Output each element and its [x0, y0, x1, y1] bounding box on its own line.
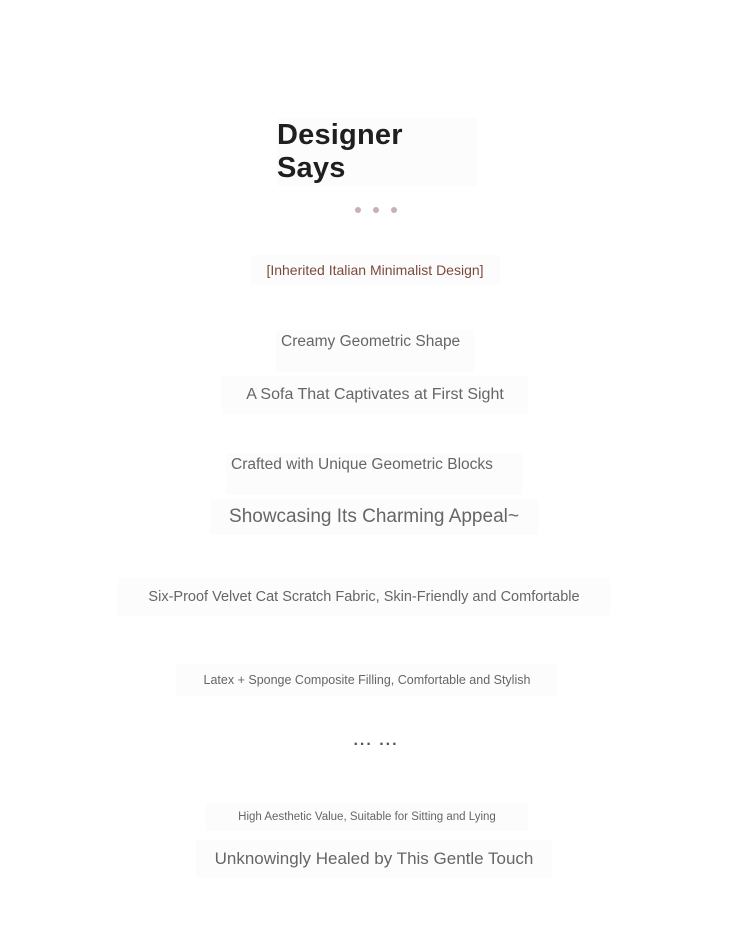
fabric-text: Six-Proof Velvet Cat Scratch Fabric, Skin-Friendly and Comfortable	[118, 578, 610, 616]
filling-text: Latex + Sponge Composite Filling, Comfortable and Stylish	[176, 664, 558, 696]
shape-label: Creamy Geometric Shape	[276, 330, 474, 372]
appeal-tagline: Showcasing Its Charming Appeal~	[210, 499, 538, 535]
dot-3	[391, 207, 397, 213]
healed-text: Unknowingly Healed by This Gentle Touch	[196, 840, 552, 878]
dot-2	[373, 207, 379, 213]
design-subtitle: [Inherited Italian Minimalist Design]	[250, 255, 500, 285]
blocks-label: Crafted with Unique Geometric Blocks	[226, 453, 522, 495]
aesthetic-text: High Aesthetic Value, Suitable for Sitting and Lying	[206, 803, 528, 831]
dot-1	[355, 207, 361, 213]
ellipsis-divider: ... ...	[353, 732, 399, 749]
page-title: Designer Says	[277, 118, 477, 186]
sofa-tagline: A Sofa That Captivates at First Sight	[222, 376, 528, 414]
decorative-dots	[355, 205, 397, 215]
